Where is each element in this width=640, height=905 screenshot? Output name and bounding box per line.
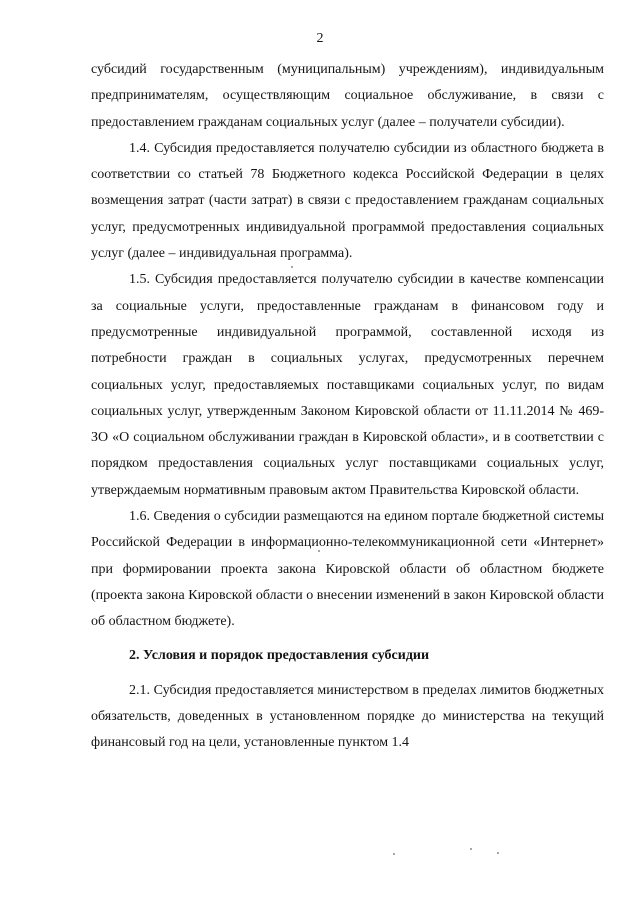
paragraph-1-4: 1.4. Субсидия предоставляется получателю субсидии из областного бюджета в соответствии со статьей 78 Бюджетного кодекса Российской Федерации в целях возмещения затрат (части затрат) в связи с предоставлением гражданам социальных услуг, предусмотренных индивидуальной программой предоставления социальных услуг (далее – индивидуальная программа). <box>91 140 604 262</box>
scan-speck <box>318 550 320 552</box>
scan-speck <box>393 853 395 855</box>
paragraph-1-6: 1.6. Сведения о субсидии размещаются на едином портале бюджетной системы Российской Федерации в информационно-телекоммуникационной сети «Интернет» при формировании проекта закона Кировской области об областном бюджете (проекта закона Кировской области о внесении изменений в закон Кировской области об областном бюджете). <box>91 509 604 630</box>
scan-speck <box>291 266 293 268</box>
page-number: 2 <box>316 31 324 46</box>
paragraph-1-5: 1.5. Субсидия предоставляется получателю субсидии в качестве компенсации за социальные услуги, предоставленные гражданам в финансовом году и предусмотренные индивидуальной программой, составленной исходя из потребности граждан в социальных услугах, предусмотренных перечнем социальных услуг, предоставляемых поставщиками социальных услуг, по видам социальных услуг, утвержденным Законом Кировской области от 11.11.2014 № 469-ЗО «О социальном обслуживании граждан в Кировской области», и в соответствии с порядком предоставления социальных услуг поставщиками социальных услуг, утверждаемым нормативным правовым актом Правительства Кировской области. <box>91 272 604 498</box>
paragraph-continuation: субсидий государственным (муниципальным) учреждениям), индивидуальным предпринимателям, осуществляющим социальное обслуживание, в связи с предоставлением гражданам социальных услуг (далее – получатели субсидии). <box>91 62 604 130</box>
scan-speck <box>470 848 472 850</box>
paragraph-2-1: 2.1. Субсидия предоставляется министерством в пределах лимитов бюджетных обязательств, доведенных в установленном порядке до министерства на текущий финансовый год на цели, установленные пунктом 1.4 <box>91 682 604 751</box>
scan-speck <box>497 852 499 854</box>
document-body <box>91 57 604 757</box>
section-heading: 2. Условия и порядок предоставления субсидии <box>129 647 430 663</box>
